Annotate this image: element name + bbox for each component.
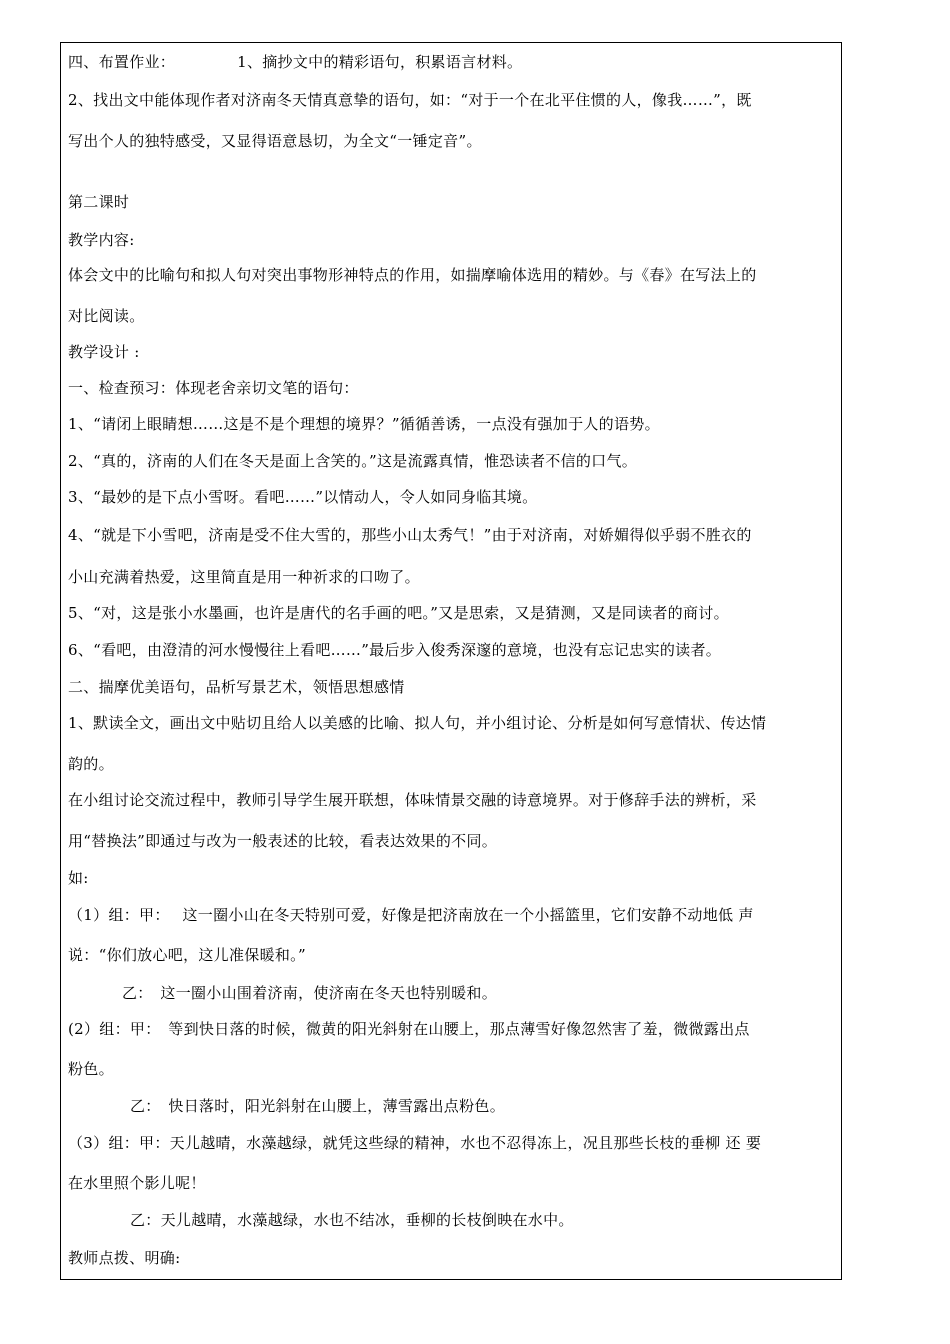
- group-2-b: 乙： 快日落时，阳光斜射在山腰上，薄雪露出点粉色。: [130, 1097, 506, 1115]
- group-1-b: 乙： 这一圈小山围着济南，使济南在冬天也特别暖和。: [122, 984, 498, 1002]
- group-2-a-line-2: 粉色。: [68, 1060, 114, 1078]
- appreciate-heading: 二、揣摩优美语句，品析写景艺术，领悟思想感情: [68, 678, 405, 696]
- reading-task-line-1: 1、默读全文，画出文中贴切且给人以美感的比喻、拟人句，并小组讨论、分析是如何写意情状、传达情: [68, 714, 767, 732]
- group-2-a-line-1: (2）组：甲： 等到快日落的时候，微黄的阳光斜射在山腰上，那点薄雪好像忽然害了羞，微微露出点: [68, 1020, 750, 1038]
- preview-item-4-line-2: 小山充满着热爱，这里简直是用一种祈求的口吻了。: [68, 568, 420, 586]
- teaching-design-label: 教学设计 :: [68, 343, 140, 361]
- lesson2-title: 第二课时: [68, 193, 130, 211]
- reading-task-line-2: 韵的。: [68, 755, 114, 773]
- document-table-frame: [60, 42, 842, 1280]
- example-label: 如:: [68, 869, 89, 887]
- teaching-content-line-1: 体会文中的比喻句和拟人句对突出事物形神特点的作用，如揣摩喻体选用的精妙。与《春》在写法上的: [68, 266, 757, 284]
- homework-item-2-line-2: 写出个人的独特感受，又显得语意恳切，为全文“一锤定音”。: [68, 132, 482, 150]
- discussion-guide-line-1: 在小组讨论交流过程中，教师引导学生展开联想，体味情景交融的诗意境界。对于修辞手法的辨析，采: [68, 791, 757, 809]
- homework-line: [68, 52, 838, 72]
- group-1-a-line-2: 说：“你们放心吧，这儿准保暖和。”: [68, 946, 306, 964]
- group-3-a-line-1: （3）组：甲：天儿越晴，水藻越绿，就凭这些绿的精神，水也不忍得冻上，况且那些长枝的垂柳 还 要: [68, 1134, 762, 1152]
- preview-item-5: 5、“对，这是张小水墨画，也许是唐代的名手画的吧。”又是思索，又是猜测，又是同读者的商讨。: [68, 604, 729, 622]
- homework-item-1: 1、摘抄文中的精彩语句，积累语言材料。: [237, 53, 523, 71]
- homework-item-2-line-1: 2、找出文中能体现作者对济南冬天情真意挚的语句，如：“对于一个在北平住惯的人，像我……”，既: [68, 91, 752, 109]
- teacher-guidance-label: 教师点拨、明确:: [68, 1249, 181, 1267]
- group-1-a-line-1: （1）组：甲： 这一圈小山在冬天特别可爱，好像是把济南放在一个小摇篮里，它们安静不动地低 声: [68, 906, 754, 924]
- preview-item-1: 1、“请闭上眼睛想……这是不是个理想的境界？”循循善诱，一点没有强加于人的语势。: [68, 415, 660, 433]
- preview-item-6: 6、“看吧，由澄清的河水慢慢往上看吧……”最后步入俊秀深邃的意境，也没有忘记忠实的读者。: [68, 641, 722, 659]
- homework-heading: 四、布置作业：: [68, 53, 176, 71]
- teaching-content-line-2: 对比阅读。: [68, 307, 145, 325]
- group-3-b: 乙：天儿越晴，水藻越绿，水也不结冰，垂柳的长枝倒映在水中。: [130, 1211, 574, 1229]
- preview-item-4-line-1: 4、“就是下小雪吧，济南是受不住大雪的，那些小山太秀气！”由于对济南，对娇媚得似乎弱不胜衣的: [68, 526, 752, 544]
- preview-item-3: 3、“最妙的是下点小雪呀。看吧……”以情动人，令人如同身临其境。: [68, 488, 538, 506]
- discussion-guide-line-2: 用“替换法”即通过与改为一般表述的比较，看表达效果的不同。: [68, 832, 498, 850]
- group-3-a-line-2: 在水里照个影儿呢！: [68, 1174, 206, 1192]
- preview-heading: 一、检查预习：体现老舍亲切文笔的语句：: [68, 379, 359, 397]
- preview-item-2: 2、“真的，济南的人们在冬天是面上含笑的。”这是流露真情，惟恐读者不信的口气。: [68, 452, 638, 470]
- teaching-content-label: 教学内容:: [68, 231, 135, 249]
